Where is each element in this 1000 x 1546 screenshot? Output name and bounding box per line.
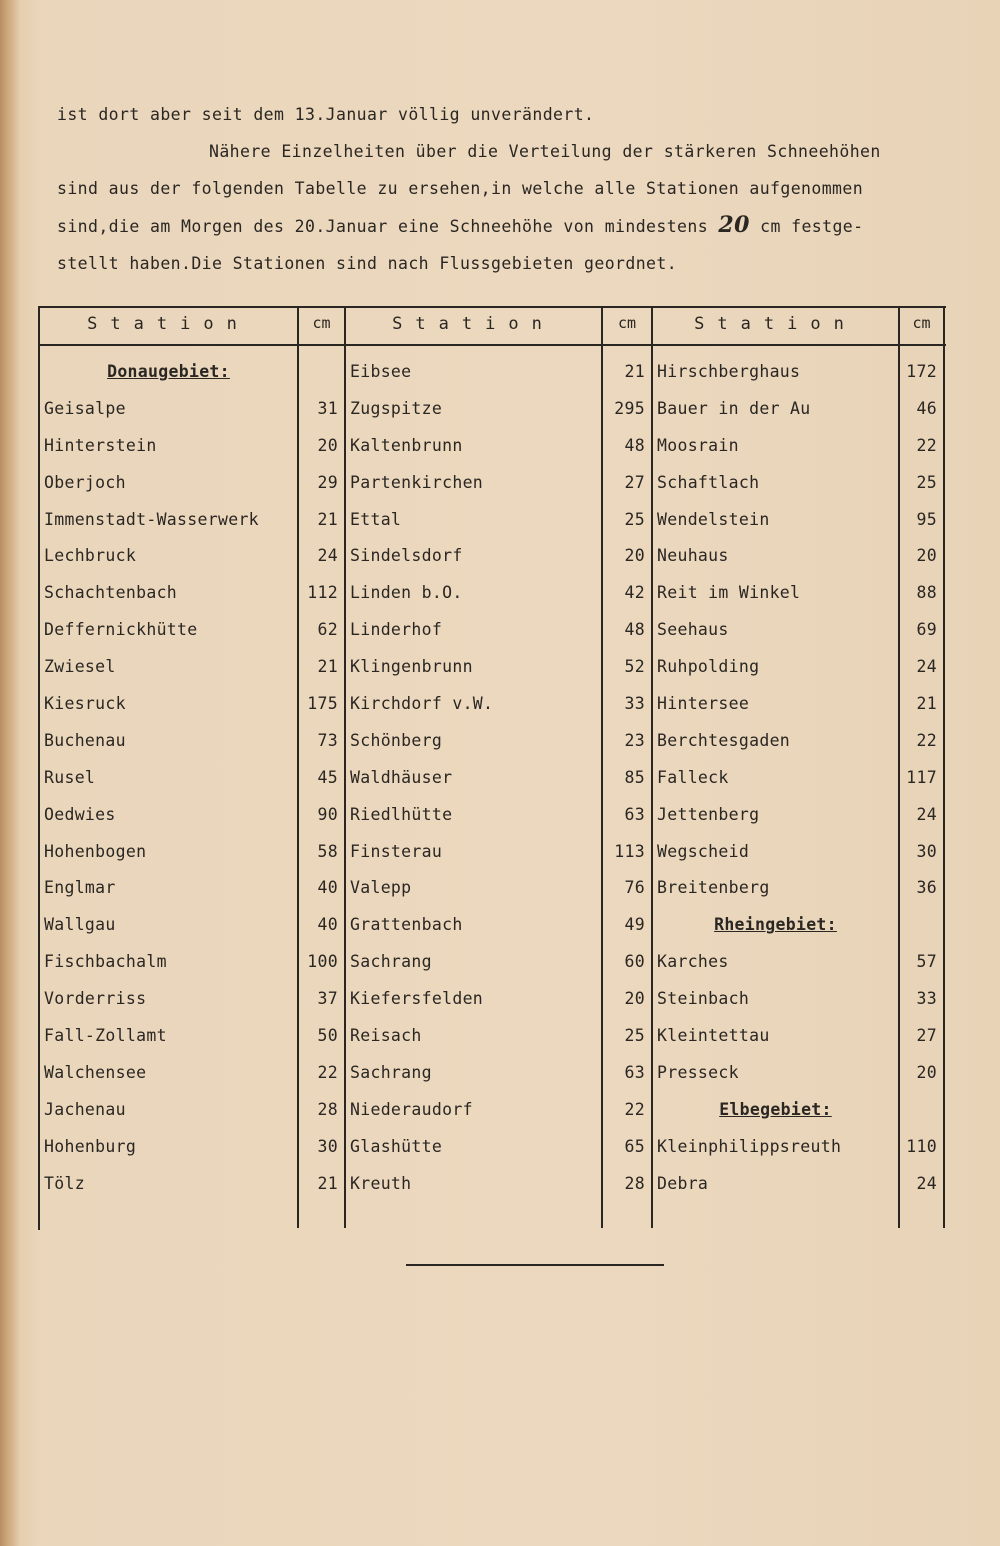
table-row xyxy=(653,1059,941,1096)
table-row xyxy=(346,911,649,948)
table-row xyxy=(346,1170,649,1207)
table-row xyxy=(346,542,649,579)
table-row xyxy=(346,690,649,727)
station-name: Falleck xyxy=(657,767,729,787)
snow-depth-cm: 33 xyxy=(916,989,937,1009)
station-name: Ettal xyxy=(350,509,402,529)
station-name: Berchtesgaden xyxy=(657,730,791,750)
table-row xyxy=(346,579,649,616)
snow-depth-cm: 40 xyxy=(317,915,338,935)
snow-depth-cm: 49 xyxy=(624,915,645,935)
snow-depth-cm: 48 xyxy=(624,620,645,640)
table-row xyxy=(653,727,941,764)
station-name: Reit im Winkel xyxy=(657,583,801,603)
station-name: Zwiesel xyxy=(44,657,116,677)
table-row xyxy=(653,542,941,579)
table-row xyxy=(40,727,342,764)
snow-depth-cm: 20 xyxy=(916,546,937,566)
snow-depth-cm: 65 xyxy=(624,1136,645,1156)
snow-depth-cm: 37 xyxy=(317,989,338,1009)
station-name: Kaltenbrunn xyxy=(350,435,463,455)
snow-depth-cm: 28 xyxy=(317,1099,338,1119)
snow-depth-cm: 20 xyxy=(624,989,645,1009)
snow-depth-cm: 63 xyxy=(624,804,645,824)
station-name: Bauer in der Au xyxy=(657,398,811,418)
table-row xyxy=(40,1059,342,1096)
header-cm-1: cm xyxy=(312,314,331,332)
table-row xyxy=(40,542,342,579)
table-row xyxy=(653,985,941,1022)
table-row xyxy=(40,985,342,1022)
snow-depth-cm: 31 xyxy=(317,398,338,418)
snow-depth-cm: 52 xyxy=(624,657,645,677)
station-name: Linden b.O. xyxy=(350,583,463,603)
station-name: Englmar xyxy=(44,878,116,898)
station-name: Lechbruck xyxy=(44,546,137,566)
table-row xyxy=(40,616,342,653)
handwritten-value: 20 xyxy=(718,212,750,238)
table-row xyxy=(40,506,342,543)
table-column-1 xyxy=(40,358,342,1206)
snow-depth-cm: 57 xyxy=(916,952,937,972)
snow-depth-cm: 113 xyxy=(614,841,645,861)
intro-line-4-end: cm festge- xyxy=(749,217,864,236)
station-name: Moosrain xyxy=(657,435,739,455)
snow-depth-cm: 85 xyxy=(624,767,645,787)
table-row xyxy=(40,838,342,875)
snow-depth-cm: 48 xyxy=(624,435,645,455)
column-divider xyxy=(943,308,945,1228)
table-row xyxy=(346,764,649,801)
station-name: Ruhpolding xyxy=(657,657,760,677)
snow-depth-cm: 21 xyxy=(317,1173,338,1193)
station-name: Presseck xyxy=(657,1062,739,1082)
station-name: Reisach xyxy=(350,1026,422,1046)
station-name: Deffernickhütte xyxy=(44,620,198,640)
intro-line-4 xyxy=(57,207,937,245)
snow-depth-cm: 175 xyxy=(307,694,338,714)
station-name: Klingenbrunn xyxy=(350,657,473,677)
snow-depth-cm: 30 xyxy=(317,1136,338,1156)
snow-depth-cm: 27 xyxy=(624,472,645,492)
snow-depth-cm: 24 xyxy=(916,1173,937,1193)
snow-depth-cm: 24 xyxy=(916,804,937,824)
snow-depth-cm: 21 xyxy=(624,362,645,381)
table-row xyxy=(40,579,342,616)
station-name: Riedlhütte xyxy=(350,804,453,824)
snow-depth-cm: 21 xyxy=(916,694,937,714)
station-name: Schönberg xyxy=(350,730,443,750)
table-row xyxy=(653,432,941,469)
table-row xyxy=(346,1022,649,1059)
table-row xyxy=(653,874,941,911)
snow-depth-cm: 25 xyxy=(624,509,645,529)
station-name: Schaftlach xyxy=(657,472,760,492)
snow-depth-cm: 76 xyxy=(624,878,645,898)
station-name: Jettenberg xyxy=(657,804,760,824)
station-name: Karches xyxy=(657,952,729,972)
station-name: Steinbach xyxy=(657,989,750,1009)
snow-depth-cm: 73 xyxy=(317,730,338,750)
snow-depth-cm: 20 xyxy=(317,435,338,455)
station-name: Eibsee xyxy=(350,362,412,381)
table-row xyxy=(346,727,649,764)
table-row xyxy=(346,838,649,875)
section-heading: Rheingebiet: xyxy=(714,915,837,935)
station-name: Hinterstein xyxy=(44,435,157,455)
station-name: Jachenau xyxy=(44,1099,126,1119)
station-name: Waldhäuser xyxy=(350,767,453,787)
table-row xyxy=(653,1170,941,1207)
station-name: Fall-Zollamt xyxy=(44,1026,167,1046)
table-row xyxy=(40,874,342,911)
snow-depth-cm: 42 xyxy=(624,583,645,603)
snow-depth-cm: 27 xyxy=(916,1026,937,1046)
station-name: Immenstadt-Wasserwerk xyxy=(44,509,259,529)
station-name: Kleinphilippsreuth xyxy=(657,1136,842,1156)
table-row xyxy=(653,1022,941,1059)
station-name: Kirchdorf v.W. xyxy=(350,694,494,714)
snow-depth-cm: 28 xyxy=(624,1173,645,1193)
station-name: Oedwies xyxy=(44,804,116,824)
end-rule xyxy=(406,1264,664,1266)
table-row xyxy=(40,1133,342,1170)
station-name: Vorderriss xyxy=(44,989,147,1009)
station-name: Glashütte xyxy=(350,1136,443,1156)
intro-text xyxy=(57,96,937,282)
header-rule xyxy=(40,344,946,346)
table-row xyxy=(346,395,649,432)
station-name: Debra xyxy=(657,1173,709,1193)
station-name: Grattenbach xyxy=(350,915,463,935)
table-row xyxy=(40,469,342,506)
table-row xyxy=(653,690,941,727)
table-row xyxy=(653,838,941,875)
snow-depth-cm: 20 xyxy=(916,1062,937,1082)
table-column-2 xyxy=(346,358,649,1206)
snow-depth-cm: 45 xyxy=(317,767,338,787)
table-row xyxy=(40,395,342,432)
station-name: Valepp xyxy=(350,878,412,898)
station-name: Wegscheid xyxy=(657,841,750,861)
station-name: Kreuth xyxy=(350,1173,412,1193)
header-station-2: Station xyxy=(392,314,555,334)
table-row xyxy=(346,874,649,911)
station-name: Hohenbogen xyxy=(44,841,147,861)
table-row xyxy=(346,1096,649,1133)
station-name: Breitenberg xyxy=(657,878,770,898)
table-row xyxy=(40,653,342,690)
station-name: Fischbachalm xyxy=(44,952,167,972)
snow-depth-cm: 50 xyxy=(317,1026,338,1046)
snow-depth-cm: 36 xyxy=(916,878,937,898)
table-row xyxy=(346,616,649,653)
station-name: Walchensee xyxy=(44,1062,147,1082)
table-row xyxy=(40,948,342,985)
table-row xyxy=(653,801,941,838)
snow-depth-cm: 60 xyxy=(624,952,645,972)
table-row xyxy=(40,1170,342,1207)
station-name: Hirschberghaus xyxy=(657,362,801,381)
table-row xyxy=(40,1022,342,1059)
table-row xyxy=(346,432,649,469)
snow-depth-cm: 22 xyxy=(916,435,937,455)
table-row xyxy=(653,764,941,801)
header-station-3: Station xyxy=(694,314,857,334)
snow-depth-cm: 69 xyxy=(916,620,937,640)
intro-line-3: sind aus der folgenden Tabelle zu ersehen,in welche alle Stationen aufgenommen xyxy=(57,179,864,198)
snow-depth-cm: 112 xyxy=(307,583,338,603)
snow-depth-cm: 90 xyxy=(317,804,338,824)
snow-depth-cm: 21 xyxy=(317,509,338,529)
table-row xyxy=(346,358,649,395)
section-heading-row xyxy=(653,911,941,948)
table-row xyxy=(40,432,342,469)
snow-depth-cm: 95 xyxy=(916,509,937,529)
table-row xyxy=(653,469,941,506)
header-station-1: Station xyxy=(87,314,250,334)
snow-depth-cm: 25 xyxy=(916,472,937,492)
snow-depth-cm: 33 xyxy=(624,694,645,714)
table-row xyxy=(40,764,342,801)
table-row xyxy=(346,653,649,690)
snow-depth-cm: 88 xyxy=(916,583,937,603)
station-name: Buchenau xyxy=(44,730,126,750)
snow-depth-cm: 20 xyxy=(624,546,645,566)
station-name: Sachrang xyxy=(350,1062,432,1082)
table-row xyxy=(346,985,649,1022)
table-row xyxy=(346,1133,649,1170)
snow-depth-cm: 24 xyxy=(317,546,338,566)
station-name: Wallgau xyxy=(44,915,116,935)
snow-depth-cm: 22 xyxy=(317,1062,338,1082)
section-heading: Donaugebiet: xyxy=(107,362,230,381)
table-row xyxy=(346,506,649,543)
snow-depth-cm: 25 xyxy=(624,1026,645,1046)
station-name: Geisalpe xyxy=(44,398,126,418)
station-name: Rusel xyxy=(44,767,96,787)
snow-depth-cm: 172 xyxy=(906,362,937,381)
header-cm-2: cm xyxy=(617,314,637,332)
table-column-3 xyxy=(653,358,941,1206)
snow-depth-cm: 117 xyxy=(906,767,937,787)
snow-depth-cm: 100 xyxy=(307,952,338,972)
intro-line-1: ist dort aber seit dem 13.Januar völlig unverändert. xyxy=(57,105,595,124)
station-name: Hohenburg xyxy=(44,1136,137,1156)
snow-depth-cm: 46 xyxy=(916,398,937,418)
table-row xyxy=(346,469,649,506)
station-name: Neuhaus xyxy=(657,546,729,566)
station-name: Oberjoch xyxy=(44,472,126,492)
table-row xyxy=(346,801,649,838)
snow-depth-cm: 62 xyxy=(317,620,338,640)
table-row xyxy=(40,801,342,838)
snow-depth-cm: 22 xyxy=(916,730,937,750)
snow-depth-cm: 21 xyxy=(317,657,338,677)
table-row xyxy=(653,1133,941,1170)
station-name: Kleintettau xyxy=(657,1026,770,1046)
station-name: Linderhof xyxy=(350,620,443,640)
station-name: Niederaudorf xyxy=(350,1099,473,1119)
page-spine-shadow xyxy=(0,0,20,1546)
section-heading-row xyxy=(40,358,342,395)
table-row xyxy=(653,395,941,432)
station-name: Seehaus xyxy=(657,620,729,640)
table-row xyxy=(653,948,941,985)
table-row xyxy=(346,1059,649,1096)
intro-line-4-start: sind,die am Morgen des 20.Januar eine Schneehöhe von mindestens xyxy=(57,217,719,236)
table-row xyxy=(40,690,342,727)
snow-depth-cm: 295 xyxy=(614,398,645,418)
snow-depth-cm: 63 xyxy=(624,1062,645,1082)
intro-line-5: stellt haben.Die Stationen sind nach Flussgebieten geordnet. xyxy=(57,254,678,273)
section-heading-row xyxy=(653,1096,941,1133)
section-heading: Elbegebiet: xyxy=(719,1099,832,1119)
table-row xyxy=(653,579,941,616)
station-name: Finsterau xyxy=(350,841,443,861)
table-row xyxy=(653,653,941,690)
table-row xyxy=(653,358,941,395)
snow-depth-cm: 22 xyxy=(624,1099,645,1119)
station-name: Kiesruck xyxy=(44,694,126,714)
header-cm-3: cm xyxy=(912,314,931,332)
snow-depth-cm: 29 xyxy=(317,472,338,492)
table-row xyxy=(40,1096,342,1133)
station-name: Wendelstein xyxy=(657,509,770,529)
table-row xyxy=(653,616,941,653)
station-name: Sindelsdorf xyxy=(350,546,463,566)
snow-depth-cm: 24 xyxy=(916,657,937,677)
table-row xyxy=(346,948,649,985)
station-name: Partenkirchen xyxy=(350,472,484,492)
table-row xyxy=(653,506,941,543)
station-name: Schachtenbach xyxy=(44,583,178,603)
intro-line-2: Nähere Einzelheiten über die Verteilung der stärkeren Schneehöhen xyxy=(209,142,881,161)
snow-depth-cm: 110 xyxy=(906,1136,937,1156)
snow-depth-cm: 30 xyxy=(916,841,937,861)
station-name: Zugspitze xyxy=(350,398,443,418)
snow-depth-cm: 40 xyxy=(317,878,338,898)
station-name: Tölz xyxy=(44,1173,85,1193)
station-name: Kiefersfelden xyxy=(350,989,484,1009)
table-row xyxy=(40,911,342,948)
station-name: Sachrang xyxy=(350,952,432,972)
station-name: Hintersee xyxy=(657,694,750,714)
snow-depth-cm: 23 xyxy=(624,730,645,750)
snow-depth-table xyxy=(38,306,946,1230)
snow-depth-cm: 58 xyxy=(317,841,338,861)
